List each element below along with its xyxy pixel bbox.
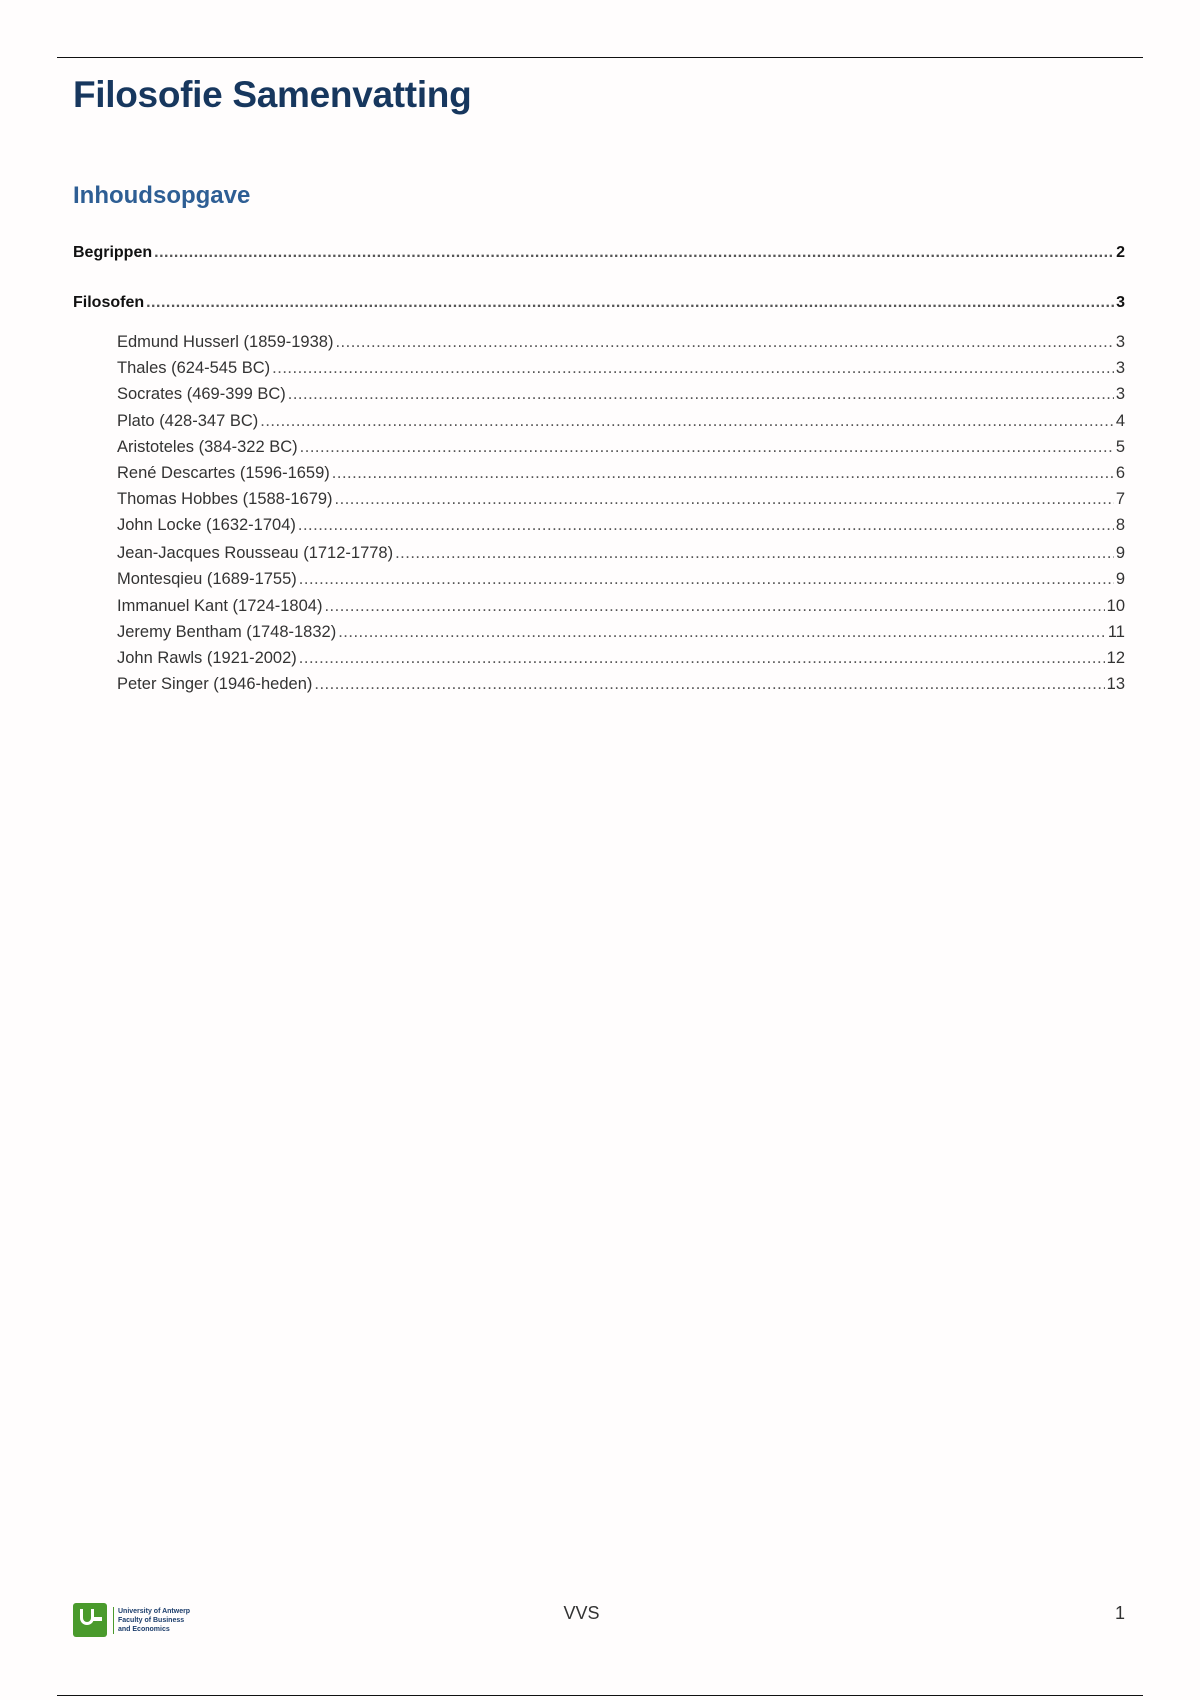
logo-line: Faculty of Business: [118, 1616, 185, 1624]
toc-entry-page: 11: [1107, 623, 1125, 641]
toc-leader-dots: [324, 597, 1104, 616]
toc-leader-dots: [298, 516, 1114, 535]
toc-leader-dots: [335, 333, 1113, 352]
toc-entry-page: 9: [1115, 570, 1125, 588]
toc-entry-begrippen[interactable]: [73, 244, 1125, 266]
header-rule: [57, 57, 1143, 58]
toc-entry-rousseau[interactable]: [117, 544, 1125, 566]
toc-entry-page: 8: [1115, 516, 1125, 534]
toc-entry-filosofen[interactable]: [73, 294, 1125, 316]
toc-entry-label: Peter Singer (1946-heden): [117, 675, 313, 693]
toc-entry-label: Thales (624-545 BC): [117, 359, 271, 377]
toc-leader-dots: [299, 570, 1114, 589]
toc-entry-label: John Rawls (1921-2002): [117, 649, 297, 667]
toc-entry-label: Jean-Jacques Rousseau (1712-1778): [117, 544, 394, 562]
toc-entry-aristoteles[interactable]: [117, 438, 1125, 460]
toc-entry-hobbes[interactable]: [117, 490, 1125, 512]
toc-entry-page: 5: [1115, 438, 1125, 456]
toc-entry-label: René Descartes (1596-1659): [117, 464, 330, 482]
toc-entry-page: 7: [1115, 490, 1125, 508]
footer-author: VVS: [563, 1603, 600, 1623]
toc-entry-plato[interactable]: [117, 412, 1125, 434]
footer-rule: [57, 1695, 1143, 1696]
toc-entry-label: Thomas Hobbes (1588-1679): [117, 490, 333, 508]
toc-leader-dots: [300, 438, 1114, 457]
toc-entry-page: 6: [1115, 464, 1125, 482]
toc-entry-socrates[interactable]: [117, 385, 1125, 407]
toc-entry-page: 12: [1106, 649, 1125, 667]
toc-entry-page: 3: [1115, 385, 1125, 403]
toc-entry-label: Begrippen: [73, 244, 153, 261]
toc-leader-dots: [154, 244, 1114, 262]
toc-leader-dots: [335, 490, 1114, 509]
toc-entry-page: 2: [1116, 244, 1125, 261]
toc-entry-label: Plato (428-347 BC): [117, 412, 259, 430]
toc-entry-label: Aristoteles (384-322 BC): [117, 438, 298, 456]
toc-entry-page: 9: [1115, 544, 1125, 562]
toc-entry-locke[interactable]: [117, 516, 1125, 538]
toc-entry-thales[interactable]: [117, 359, 1125, 381]
logo-line: University of Antwerp: [118, 1607, 191, 1615]
toc-entry-label: John Locke (1632-1704): [117, 516, 296, 534]
toc-leader-dots: [395, 544, 1114, 563]
toc-entry-label: Jeremy Bentham (1748-1832): [117, 623, 337, 641]
toc-entry-label: Filosofen: [73, 294, 145, 311]
toc-entry-montesqieu[interactable]: [117, 570, 1125, 592]
toc-entry-label: Edmund Husserl (1859-1938): [117, 333, 334, 351]
toc-leader-dots: [260, 412, 1114, 431]
toc-entry-page: 13: [1106, 675, 1125, 693]
toc-entry-label: Montesqieu (1689-1755): [117, 570, 297, 588]
toc-entry-page: 3: [1115, 359, 1125, 377]
toc-entry-page: 3: [1115, 333, 1125, 351]
toc-entry-page: 10: [1106, 597, 1125, 615]
document-title: Filosofie Samenvatting: [73, 74, 472, 115]
toc-heading: Inhoudsopgave: [73, 182, 251, 209]
toc-leader-dots: [338, 623, 1106, 642]
toc-entry-bentham[interactable]: [117, 623, 1125, 645]
toc-leader-dots: [288, 385, 1114, 404]
toc-leader-dots: [299, 649, 1105, 668]
toc-entry-descartes[interactable]: [117, 464, 1125, 486]
toc-entry-husserl[interactable]: [117, 333, 1125, 355]
toc-entry-label: Immanuel Kant (1724-1804): [117, 597, 323, 615]
toc-entry-rawls[interactable]: [117, 649, 1125, 671]
toc-entry-kant[interactable]: [117, 597, 1125, 619]
logo-line: and Economics: [118, 1625, 170, 1633]
toc-entry-singer[interactable]: [117, 675, 1125, 697]
toc-entry-page: 4: [1115, 412, 1125, 430]
toc-leader-dots: [314, 675, 1104, 694]
footer-page-number: 1: [1114, 1603, 1125, 1623]
toc-leader-dots: [272, 359, 1114, 378]
toc-entry-page: 3: [1116, 294, 1125, 311]
toc-entry-label: Socrates (469-399 BC): [117, 385, 286, 403]
toc-leader-dots: [146, 294, 1114, 312]
toc-leader-dots: [332, 464, 1114, 483]
